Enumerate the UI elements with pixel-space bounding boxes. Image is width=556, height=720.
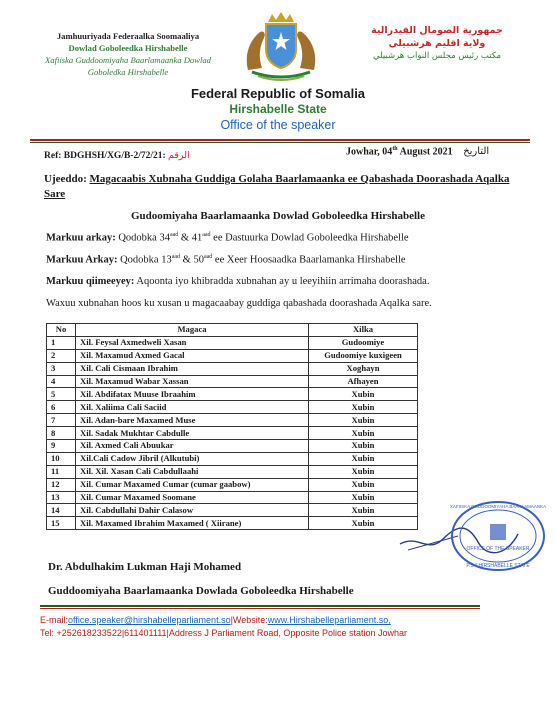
row-number: 9 [47,440,76,453]
footer-line-2: Tel: +252618233522|611401111|Address J Parliament Road, Opposite Police station Jowhar [40,628,407,638]
member-name: Xil. Maxamud Wabar Xassan [76,375,309,388]
header-right-line: مكتب رئيس مجلس النواب هرشبيلي [372,51,502,61]
table-row [47,336,418,349]
member-name: Xil. Abdifatax Muuse Ibraahim [76,388,309,401]
row-number: 6 [47,401,76,414]
member-name: Xil. Xil. Xasan Cali Cabdullaahi [76,465,309,478]
row-number: 8 [47,427,76,440]
reference-label: Ref: BDGHSH/XG/B-2/72/21: [44,151,166,161]
row-number: 12 [47,478,76,491]
reference-number [44,150,190,161]
row-number: 4 [47,375,76,388]
body-line-1 [46,232,409,244]
letter-date [346,146,489,157]
website-label: |Website: [230,615,268,625]
member-name: Xil. Cumar Maxamed Cumar (cumar gaabow) [76,478,309,491]
header-right-block [352,24,522,63]
row-number: 3 [47,362,76,375]
table-row [47,504,418,517]
table-row [47,414,418,427]
header-right-line: جمهورية الصومال الفيدرالية [371,25,503,36]
date-arabic: التاريخ [463,146,490,158]
member-role: Gudoomiye [309,336,418,349]
stamp-top-text: XAFIISKA GUDDOOMIYAHA BAARLAMAANKA [449,504,547,509]
column-header: No [47,324,76,337]
footer-contact [40,614,407,640]
member-role: Xubin [309,440,418,453]
body-text: Aqoonta iyo khibradda xubnahan ay u leeyihiin arrimaha doorashada. [136,276,430,287]
member-name: Xil. Feysal Axmedweli Xasan [76,336,309,349]
row-number: 2 [47,349,76,362]
member-role: Xubin [309,414,418,427]
letterhead-title [0,86,556,133]
header-divider [30,139,530,141]
table-row [47,349,418,362]
table-row [47,465,418,478]
member-role: Xubin [309,478,418,491]
stamp-inner-text: OFFICE OF THE SPEAKER [466,546,530,552]
member-name: Xil.Cali Cadow Jibril (Alkutubi) [76,452,309,465]
member-role: Xubin [309,517,418,530]
body-text: & 41 [180,232,203,244]
subject-text: Magacaabis Xubnaha Guddiga Golaha Baarlamaanka ee Qabashada Doorashada Aqalka Sare [44,173,510,200]
header-left-line: Jamhuuriyada Federaalka Soomaaliya [56,31,200,41]
somalia-coat-of-arms-icon [238,10,324,82]
row-number: 5 [47,388,76,401]
member-role: Xoghayn [309,362,418,375]
committee-members-table [46,323,418,530]
stamp-bottom-text: P.S * HIRSHABELLE STATE [466,563,530,569]
body-text: ee Dastuurka Dowlad Goboleedka Hirshabelle [213,232,409,244]
member-name: Xil. Cabdullahi Dahir Calasow [76,504,309,517]
footer-divider [40,608,480,609]
email-label: E-mail: [40,615,69,625]
body-text: Qodobka 34 [118,232,170,244]
subject-label: Ujeeddo: [44,173,87,185]
table-row [47,401,418,414]
header-right-line: ولاية اقليم هرشبيلي [388,38,486,49]
body-line-3 [46,276,429,287]
ordinal-suffix: aad [171,254,181,260]
member-name: Xil. Adan-bare Maxamed Muse [76,414,309,427]
body-text: Waxuu xubnahan hoos ku xusan u magacaabay guddiga qabashada doorashada Aqalka sare. [46,298,432,309]
ordinal-suffix: aad [202,232,211,238]
table-row [47,388,418,401]
body-text: ee Xeer Hoosaadka Baarlamanka Hirshabelle [214,254,406,266]
table-row [47,440,418,453]
table-row [47,478,418,491]
table-row [47,427,418,440]
date-rest: August 2021 [399,146,453,158]
member-name: Xil. Cali Cismaan Ibrahim [76,362,309,375]
body-text: Qodobka 13 [120,254,172,266]
row-number: 7 [47,414,76,427]
reference-arabic: الرقم [168,150,190,161]
header-left-block [28,30,228,78]
body-line-label: Markuu arkay: [46,232,116,244]
email-link[interactable]: office.speaker@hirshabelleparliament.so [68,615,231,625]
footer-line-1 [40,614,407,627]
subject-line [44,172,514,202]
member-name: Xil. Xaliima Cali Saciid [76,401,309,414]
column-header: Magaca [76,324,309,337]
member-name: Xil. Maxamed Ibrahim Maxamed ( Xiirane) [76,517,309,530]
header-left-line: Dowlad Goboleedka Hirshabelle [68,43,188,53]
table-row [47,362,418,375]
body-line-label: Markuu Arkay: [46,254,118,266]
table-header-row [47,324,418,337]
header-left-line: Xafiiska Guddoomiyaha Baarlamaanka Dowlad [45,55,211,65]
member-role: Xubin [309,504,418,517]
header-left-line: Goboledka Hirshabelle [87,67,169,77]
signatory-name: Dr. Abdulhakim Lukman Haji Mohamed [48,561,242,573]
member-name: Xil. Axmed Cali Abuukar [76,440,309,453]
date-place: Jowhar, 04 [346,146,393,158]
table-row [47,452,418,465]
body-line-2 [46,254,406,266]
table-row [47,491,418,504]
member-role: Xubin [309,401,418,414]
member-role: Xubin [309,452,418,465]
column-header: Xilka [309,324,418,337]
ordinal-suffix: aad [203,254,213,260]
body-line-4 [46,298,432,309]
member-role: Xubin [309,427,418,440]
table-row [47,517,418,530]
table-row [47,375,418,388]
member-role: Afhayen [309,375,418,388]
addressee-heading: Gudoomiyaha Baarlamaanka Dowlad Goboleedka Hirshabelle [131,210,425,222]
row-number: 10 [47,452,76,465]
member-name: Xil. Sadak Mukhtar Cabdulle [76,427,309,440]
body-line-label: Markuu qiimeeyey: [46,276,135,287]
body-text: & 50 [182,254,204,266]
website-link[interactable]: www.Hirshabelleparliament.so, [267,615,391,625]
member-role: Xubin [309,465,418,478]
row-number: 11 [47,465,76,478]
member-role: Xubin [309,388,418,401]
footer-divider [40,605,480,607]
member-role: Gudoomiye kuxigeen [309,349,418,362]
member-role: Xubin [309,491,418,504]
member-name: Xil. Cumar Maxamed Soomane [76,491,309,504]
ordinal-suffix: aad [169,232,179,238]
row-number: 15 [47,517,76,530]
official-stamp-icon [398,494,548,574]
member-name: Xil. Maxamud Axmed Gacal [76,349,309,362]
row-number: 1 [47,336,76,349]
row-number: 13 [47,491,76,504]
signatory-title: Guddoomiyaha Baarlamaanka Dowlada Goboleedka Hirshabelle [48,585,354,597]
office-title: Office of the speaker [220,118,336,132]
state-title: Hirshabelle State [229,102,327,116]
date-suffix: th [392,146,398,152]
header-divider [30,142,530,143]
country-title: Federal Republic of Somalia [190,86,366,101]
row-number: 14 [47,504,76,517]
